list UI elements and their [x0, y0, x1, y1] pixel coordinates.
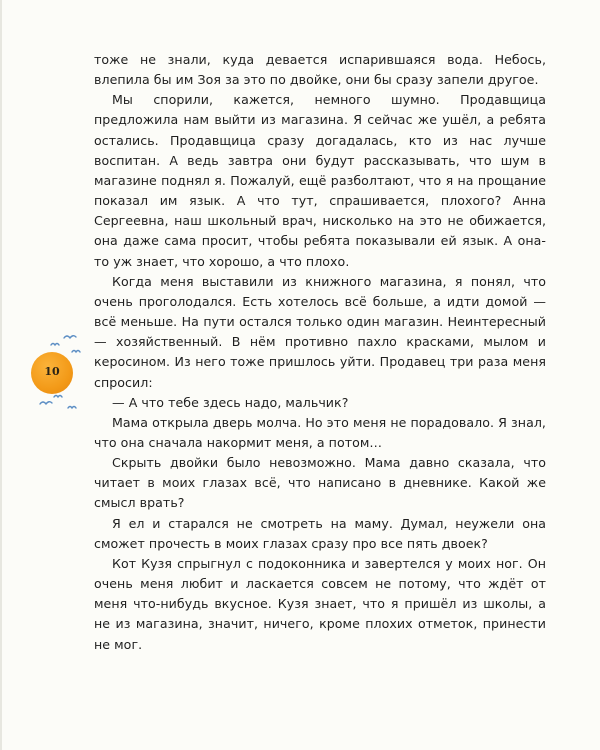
paragraph-4: — А что тебе здесь надо, мальчик?	[112, 394, 349, 410]
paragraph-8: Кот Кузя спрыгнул с подоконника и завертелся у моих ног. Он очень меня любит и ласкается совсем не потому, что ждёт от меня что-нибудь вкусное. Кузя знает, что я пришёл из школы, а не из магазина, значит, ничего, кроме плохих отметок, принести не мог.	[94, 555, 546, 652]
seagull-icon	[51, 344, 59, 346]
paragraph-5: Мама открыла дверь молча. Но это меня не порадовало. Я знал, что она сначала накормит меня, а потом…	[94, 414, 546, 450]
page-number: 10	[44, 365, 60, 378]
paragraph-2: Мы спорили, кажется, немного шумно. Продавщица предложила нам выйти из магазина. Я сейчас же ушёл, а ребята остались. Продавщица сразу догадалась, кто из нас лучше воспитан. А ведь завтра они будут рассказывать, что шум в магазине поднял я. Пожалуй, ещё разболтают, что я на прощание показал им язык. А что тут, спрашивается, плохого? Анна Сергеевна, наш школьный врач, нисколько на это не обижается, она даже сама просит, чтобы ребята показывали ей язык. А она-то уж знает, что хорошо, а что плохо.	[94, 92, 546, 269]
seagull-icon	[40, 402, 52, 404]
seagull-icon	[68, 407, 76, 409]
paragraph-3: Когда меня выставили из книжного магазина, я понял, что очень проголодался. Есть хотелось всё больше, а идти домой — всё меньше. На пути остался только один магазин. Неинтересный — хозяйственный. В нём противно пахло красками, мылом и керосином. Из него тоже пришлось уйти. Продавец три раза меня спросил:	[94, 273, 546, 390]
paragraph-1: тоже не знали, куда девается испарившаяся вода. Небось, влепила бы им Зоя за это по двойке, они бы сразу запели другое.	[94, 52, 546, 88]
seagull-icon	[64, 336, 76, 338]
page-number-badge	[31, 352, 75, 396]
body-text	[94, 50, 546, 655]
paragraph-7: Я ел и старался не смотреть на маму. Думал, неужели она сможет прочесть в моих глазах сразу про все пять двоек?	[94, 515, 546, 551]
paragraph-6: Скрыть двойки было невозможно. Мама давно сказала, что читает в моих глазах всё, что написано в дневнике. Какой же смысл врать?	[94, 455, 546, 511]
